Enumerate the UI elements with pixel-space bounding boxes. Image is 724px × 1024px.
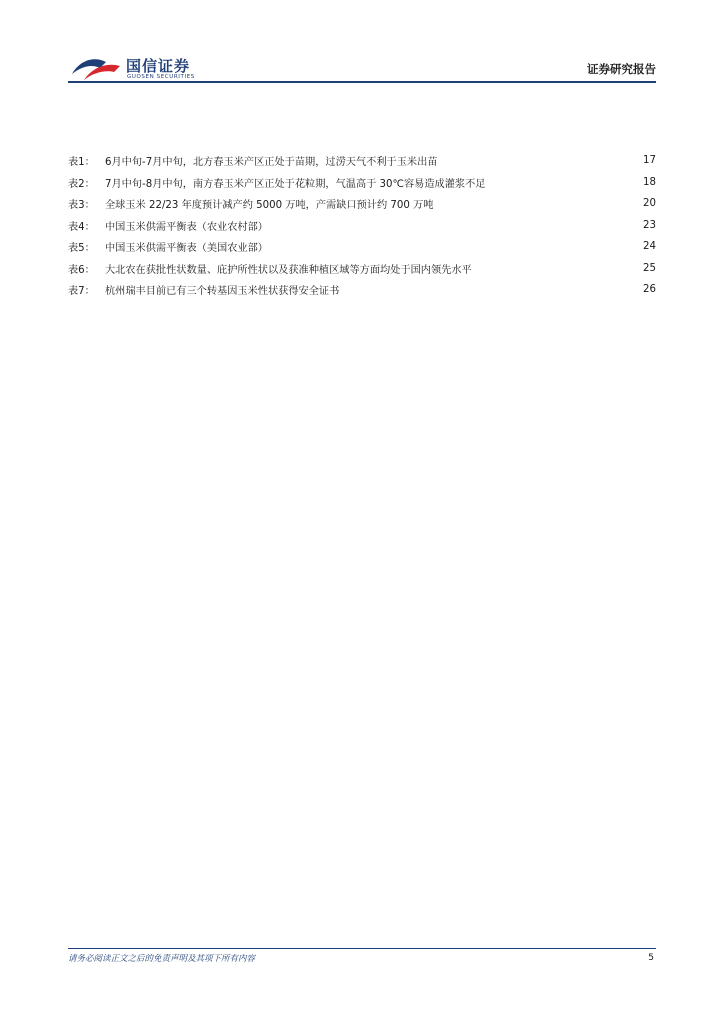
toc-entry-title: 中国玉米供需平衡表（美国农业部）: [105, 243, 268, 255]
toc-entry-page: 17: [643, 155, 656, 167]
toc-entry-title: 大北农在获批性状数量、庇护所性状以及获准种植区域等方面均处于国内领先水平: [105, 264, 472, 276]
footer-disclaimer: 请务必阅读正文之后的免责声明及其项下所有内容: [68, 954, 256, 964]
toc-entry-table-6[interactable]: [68, 258, 656, 280]
toc-entry-title: 全球玉米 22/23 年度预计减产约 5000 万吨，产需缺口预计约 700 万吨: [105, 200, 434, 212]
toc-entry-page: 23: [643, 219, 656, 231]
toc-entry-label: 表6：: [68, 264, 95, 276]
logo-english-name: GUOSEN SECURITIES: [127, 74, 195, 80]
toc-entry-table-3[interactable]: [68, 193, 656, 215]
toc-entry-title: 杭州瑞丰目前已有三个转基因玉米性状获得安全证书: [105, 286, 340, 298]
toc-entry-page: 25: [643, 262, 656, 274]
toc-entry-table-4[interactable]: [68, 215, 656, 237]
toc-entry-label: 表2：: [68, 178, 95, 190]
toc-entry-title: 中国玉米供需平衡表（农业农村部）: [105, 221, 268, 233]
logo-chinese-name: 国信证券: [126, 57, 191, 75]
guosen-logo-icon: [70, 52, 122, 84]
table-of-tables: [68, 150, 656, 301]
toc-entry-label: 表3：: [68, 200, 95, 212]
toc-entry-label: 表5：: [68, 243, 95, 255]
page-header: [0, 0, 724, 90]
toc-entry-label: 表1：: [68, 157, 95, 169]
toc-entry-page: 24: [643, 241, 656, 253]
toc-entry-table-1[interactable]: [68, 150, 656, 172]
toc-entry-table-7[interactable]: [68, 279, 656, 301]
toc-entry-page: 20: [643, 198, 656, 210]
dot-leader: [443, 156, 636, 166]
page-number: 5: [648, 953, 654, 963]
toc-entry-page: 26: [643, 284, 656, 296]
report-type-title: 证券研究报告: [587, 62, 656, 76]
toc-entry-table-2[interactable]: [68, 172, 656, 194]
dot-leader: [439, 199, 636, 209]
toc-entry-title: 6月中旬-7月中旬，北方春玉米产区正处于苗期，过涝天气不利于玉米出苗: [105, 157, 438, 169]
toc-entry-table-5[interactable]: [68, 236, 656, 258]
footer-divider: [68, 948, 656, 949]
dot-leader: [274, 220, 636, 230]
dot-leader: [345, 285, 636, 295]
toc-entry-title: 7月中旬-8月中旬，南方春玉米产区正处于花粒期，气温高于 30℃容易造成灌浆不足: [105, 178, 486, 190]
dot-leader: [478, 263, 636, 273]
toc-entry-label: 表7：: [68, 286, 95, 298]
toc-entry-label: 表4：: [68, 221, 95, 233]
dot-leader: [274, 242, 636, 252]
toc-entry-page: 18: [643, 176, 656, 188]
dot-leader: [491, 177, 636, 187]
header-divider: [68, 81, 656, 83]
guosen-logo: [70, 52, 210, 84]
